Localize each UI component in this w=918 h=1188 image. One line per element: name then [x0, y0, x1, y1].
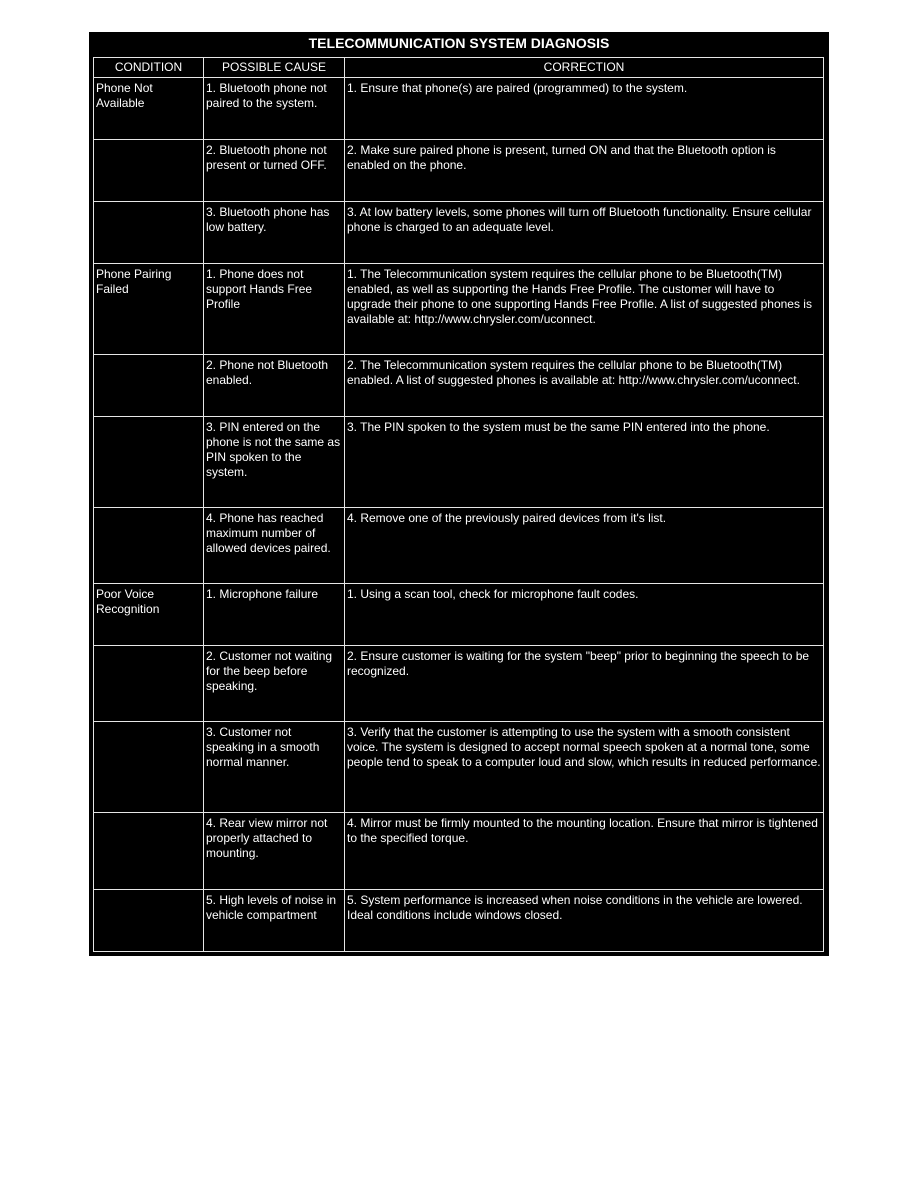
correction-cell: 1. The Telecommunication system requires the cellular phone to be Bluetooth(TM) enabled, as well as supporting the Hands Free Profile. The customer will have to upgrade their phone to one supporting Hands Free Profile. A list of suggested phones is available at: http://www.chrysler.com/uconnect. [345, 264, 824, 355]
condition-cell: Phone Not Available [94, 78, 204, 140]
table-row [94, 202, 824, 264]
cause-cell: 3. PIN entered on the phone is not the same as PIN spoken to the system. [204, 417, 345, 508]
table-title: TELECOMMUNICATION SYSTEM DIAGNOSIS [308, 35, 610, 51]
table-row [94, 584, 824, 646]
condition-cell [94, 813, 204, 890]
table-row [94, 417, 824, 508]
table-row [94, 890, 824, 952]
condition-cell: Phone Pairing Failed [94, 264, 204, 355]
cause-cell: 2. Phone not Bluetooth enabled. [204, 355, 345, 417]
condition-cell [94, 355, 204, 417]
cause-cell: 3. Bluetooth phone has low battery. [204, 202, 345, 264]
condition-cell [94, 646, 204, 722]
correction-cell: 1. Ensure that phone(s) are paired (programmed) to the system. [345, 78, 824, 140]
table-row [94, 78, 824, 140]
correction-cell: 2. The Telecommunication system requires the cellular phone to be Bluetooth(TM) enabled. A list of suggested phones is available at: http://www.chrysler.com/uconnect. [345, 355, 824, 417]
header-possible-cause: POSSIBLE CAUSE [204, 58, 345, 78]
condition-cell: Poor Voice Recognition [94, 584, 204, 646]
cause-cell: 1. Microphone failure [204, 584, 345, 646]
cause-cell: 3. Customer not speaking in a smooth normal manner. [204, 722, 345, 813]
condition-cell [94, 722, 204, 813]
cause-cell: 4. Phone has reached maximum number of allowed devices paired. [204, 508, 345, 584]
header-correction: CORRECTION [345, 58, 824, 78]
correction-cell: 1. Using a scan tool, check for microphone fault codes. [345, 584, 824, 646]
correction-cell: 3. Verify that the customer is attempting to use the system with a smooth consistent voice. The system is designed to accept normal speech spoken at a normal tone, some people tend to speak to a computer loud and slow, which results in reduced performance. [345, 722, 824, 813]
table-row [94, 355, 824, 417]
table-row [94, 813, 824, 890]
condition-cell [94, 140, 204, 202]
table-row [94, 646, 824, 722]
cause-cell: 4. Rear view mirror not properly attached to mounting. [204, 813, 345, 890]
table-row [94, 140, 824, 202]
correction-cell: 2. Make sure paired phone is present, turned ON and that the Bluetooth option is enabled on the phone. [345, 140, 824, 202]
cause-cell: 1. Phone does not support Hands Free Profile [204, 264, 345, 355]
cause-cell: 2. Customer not waiting for the beep before speaking. [204, 646, 345, 722]
diagnosis-table [93, 57, 824, 952]
header-row [94, 58, 824, 78]
header-condition: CONDITION [94, 58, 204, 78]
correction-cell: 5. System performance is increased when noise conditions in the vehicle are lowered. Ideal conditions include windows closed. [345, 890, 824, 952]
correction-cell: 3. The PIN spoken to the system must be the same PIN entered into the phone. [345, 417, 824, 508]
table-row [94, 264, 824, 355]
table-row [94, 722, 824, 813]
correction-cell: 2. Ensure customer is waiting for the system "beep" prior to beginning the speech to be recognized. [345, 646, 824, 722]
condition-cell [94, 417, 204, 508]
condition-cell [94, 202, 204, 264]
condition-cell [94, 890, 204, 952]
condition-cell [94, 508, 204, 584]
diagnosis-table-panel [89, 32, 829, 956]
cause-cell: 2. Bluetooth phone not present or turned OFF. [204, 140, 345, 202]
correction-cell: 4. Remove one of the previously paired devices from it's list. [345, 508, 824, 584]
cause-cell: 1. Bluetooth phone not paired to the system. [204, 78, 345, 140]
correction-cell: 3. At low battery levels, some phones will turn off Bluetooth functionality. Ensure cellular phone is charged to an adequate level. [345, 202, 824, 264]
correction-cell: 4. Mirror must be firmly mounted to the mounting location. Ensure that mirror is tightened to the specified torque. [345, 813, 824, 890]
table-row [94, 508, 824, 584]
cause-cell: 5. High levels of noise in vehicle compartment [204, 890, 345, 952]
